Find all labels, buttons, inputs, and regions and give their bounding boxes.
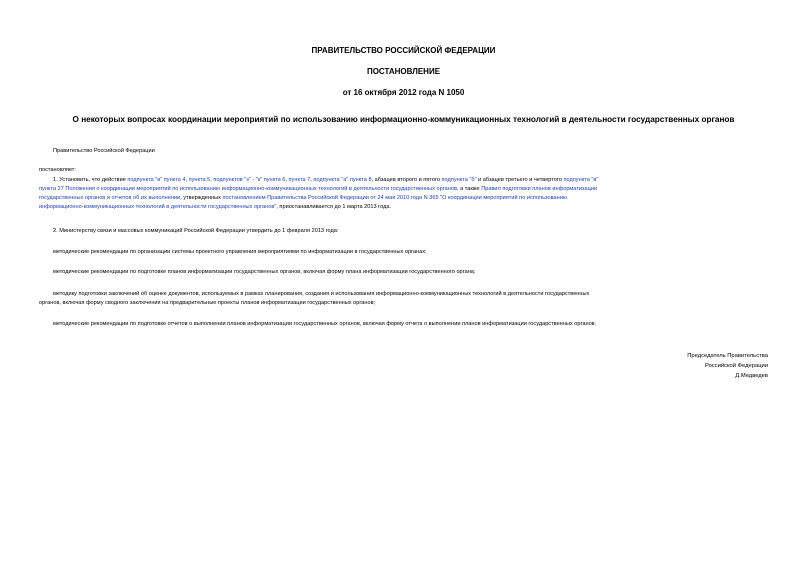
link-resolution-365[interactable]: постановлением Правительства Российской Федерации от 24 мая 2010 года N 365 "О координации мероприятий по использованию [222, 195, 568, 201]
link-point-27[interactable]: пункта 27 [39, 186, 64, 192]
p1-text: , [210, 177, 214, 183]
link-rules-informatization-plans-cont[interactable]: государственных органов и отчетов об их выполнении [39, 195, 181, 201]
resolves-text: постановляет: [39, 167, 76, 173]
link-point-7[interactable]: пункта 7 [288, 177, 311, 183]
p1-text: и абзацев третьего и четвертого [476, 177, 564, 183]
p1-text: 1. Установить, что действие [53, 177, 128, 183]
link-subpoints-z-k-point-6[interactable]: подпунктов "з" - "к" пункта 6 [213, 177, 286, 183]
date-number-heading: от 16 октября 2012 года N 1050 [342, 88, 465, 97]
government-heading: ПРАВИТЕЛЬСТВО РОССИЙСКОЙ ФЕДЕРАЦИИ [311, 46, 496, 55]
intro-text: Правительство Российской Федерации [53, 148, 155, 154]
signature-title: Председатель Правительства [687, 353, 768, 359]
signature-country: Российской Федерации [704, 363, 768, 369]
link-subpoint-v-point-4[interactable]: подпункта "в" пункта 4 [127, 177, 186, 183]
paragraph-1-line-2 [39, 185, 769, 194]
list-item: методические рекомендации по организации системы проектного управления мероприятиями по информатизации в государственных органах; [53, 249, 427, 255]
document-title: О некоторых вопросах координации мероприятий по использованию информационно-коммуникационных технологий в деятельности государственных органов [72, 115, 735, 124]
link-subpoint-a-point-8[interactable]: подпункта "а" пункта 8 [313, 177, 372, 183]
signature-name: Д.Медведев [735, 373, 768, 379]
paragraph-2: 2. Министерству связи и массовых коммуникаций Российской Федерации утвердить до 1 февраля 2013 года: [53, 228, 339, 234]
p1-text: , абзацев второго и пятого [371, 177, 442, 183]
paragraph-1-line-4 [39, 203, 769, 212]
p1-text: , утвержденных [180, 195, 223, 201]
doc-type-heading: ПОСТАНОВЛЕНИЕ [366, 67, 441, 76]
link-rules-informatization-plans[interactable]: Правил подготовки планов информатизации [481, 186, 598, 192]
p1-text: , приостанавливается до 1 марта 2013 года. [276, 204, 392, 210]
link-subpoint-v[interactable]: подпункта "в" [563, 177, 599, 183]
list-item-continuation: органов, включая форму сводного заключения на предварительные проекты планов информатизации государственных органов; [39, 300, 376, 306]
link-subpoint-b[interactable]: подпункта "б" [441, 177, 477, 183]
p1-text: , а также [456, 186, 482, 192]
link-regulation-coordination[interactable]: Положения о координации мероприятий по использованию информационно-коммуникационных технологий в деятельности государственных органов [65, 186, 457, 192]
paragraph-1-line-3 [39, 194, 769, 203]
p1-text: , [310, 177, 314, 183]
paragraph-1-line-1 [39, 176, 783, 185]
link-resolution-365-cont[interactable]: информационно-коммуникационных технологий в деятельности государственных органов" [39, 204, 277, 210]
p1-text: , [185, 177, 189, 183]
list-item: методику подготовки заключений об оценке документов, используемых в рамках планирования, создания и использования информационно-коммуникационных технологий в деятельности государственных [53, 291, 590, 297]
list-item: методические рекомендации по подготовке планов информатизации государственных органов, включая форму плана информатизации государственного органа; [53, 269, 476, 275]
link-point-5[interactable]: пункта 5 [188, 177, 211, 183]
list-item: методические рекомендации по подготовке отчетов о выполнении планов информатизации государственных органов, включая форму отчета о выполнении планов информатизации государственных органов. [53, 321, 597, 327]
p1-text: , [285, 177, 289, 183]
